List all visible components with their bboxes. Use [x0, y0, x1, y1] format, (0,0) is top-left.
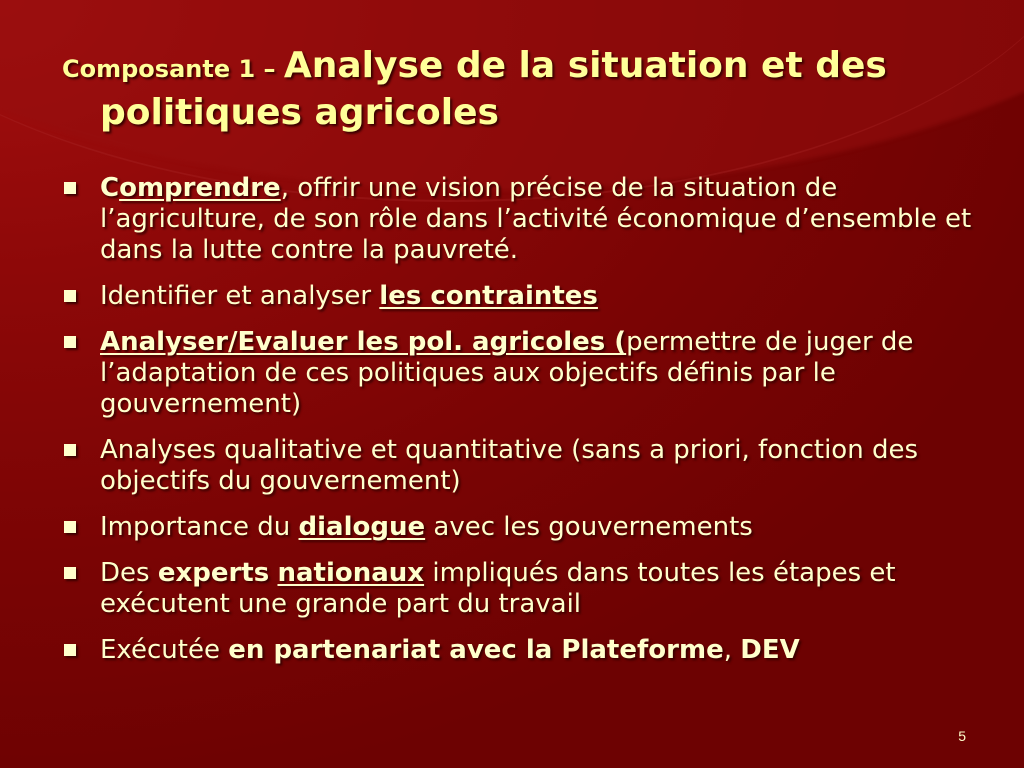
emphasis-underlined-text: dialogue [298, 512, 426, 542]
square-bullet-icon [64, 336, 76, 348]
title-main: Analyse de la situation et des politiques agricoles [100, 45, 887, 133]
square-bullet-icon [64, 290, 76, 302]
square-bullet-icon [64, 182, 76, 194]
emphasis-text: experts [157, 558, 270, 588]
square-bullet-icon [64, 444, 76, 456]
bullet-list [60, 173, 980, 681]
square-bullet-icon [64, 567, 76, 579]
item-text: Exécutée [100, 635, 229, 665]
item-text: impliqués dans toutes les étapes et exécutent une grande part du travail [100, 558, 896, 619]
item-text: Importance du [100, 512, 299, 542]
list-item [60, 281, 980, 312]
item-text: Des [100, 558, 158, 588]
square-bullet-icon [64, 644, 76, 656]
page-number: 5 [958, 728, 966, 744]
emphasis-underlined-text: omprendre [119, 173, 281, 203]
list-item [60, 327, 980, 420]
item-text: Analyses qualitative et quantitative (sans a priori, fonction des objectifs du gouvernement) [100, 435, 918, 496]
slide-title [62, 44, 1024, 135]
emphasis-text: C [100, 173, 120, 203]
list-item [60, 558, 980, 620]
item-text: avec les gouvernements [425, 512, 753, 542]
title-prefix: Composante 1 – [62, 55, 284, 83]
item-text: , offrir une vision précise de la situation de l’agriculture, de son rôle dans l’activité économique d’ensemble et dans la lutte contre la pauvreté. [100, 173, 972, 265]
emphasis-text: en partenariat avec la Plateforme [228, 635, 724, 665]
emphasis-underlined-text: nationaux [277, 558, 425, 588]
item-text: Identifier et analyser [100, 281, 380, 311]
item-text: , [723, 635, 741, 665]
emphasis-text: DEV [740, 635, 800, 665]
list-item [60, 435, 980, 497]
emphasis-underlined-text: les contraintes [379, 281, 598, 311]
list-item [60, 173, 980, 266]
item-text: permettre de juger de l’adaptation de ces politiques aux objectifs définis par le gouvernement) [100, 327, 914, 419]
list-item [60, 512, 980, 543]
list-item [60, 635, 980, 666]
emphasis-underlined-text: Analyser/Evaluer les pol. agricoles ( [100, 327, 627, 357]
square-bullet-icon [64, 521, 76, 533]
